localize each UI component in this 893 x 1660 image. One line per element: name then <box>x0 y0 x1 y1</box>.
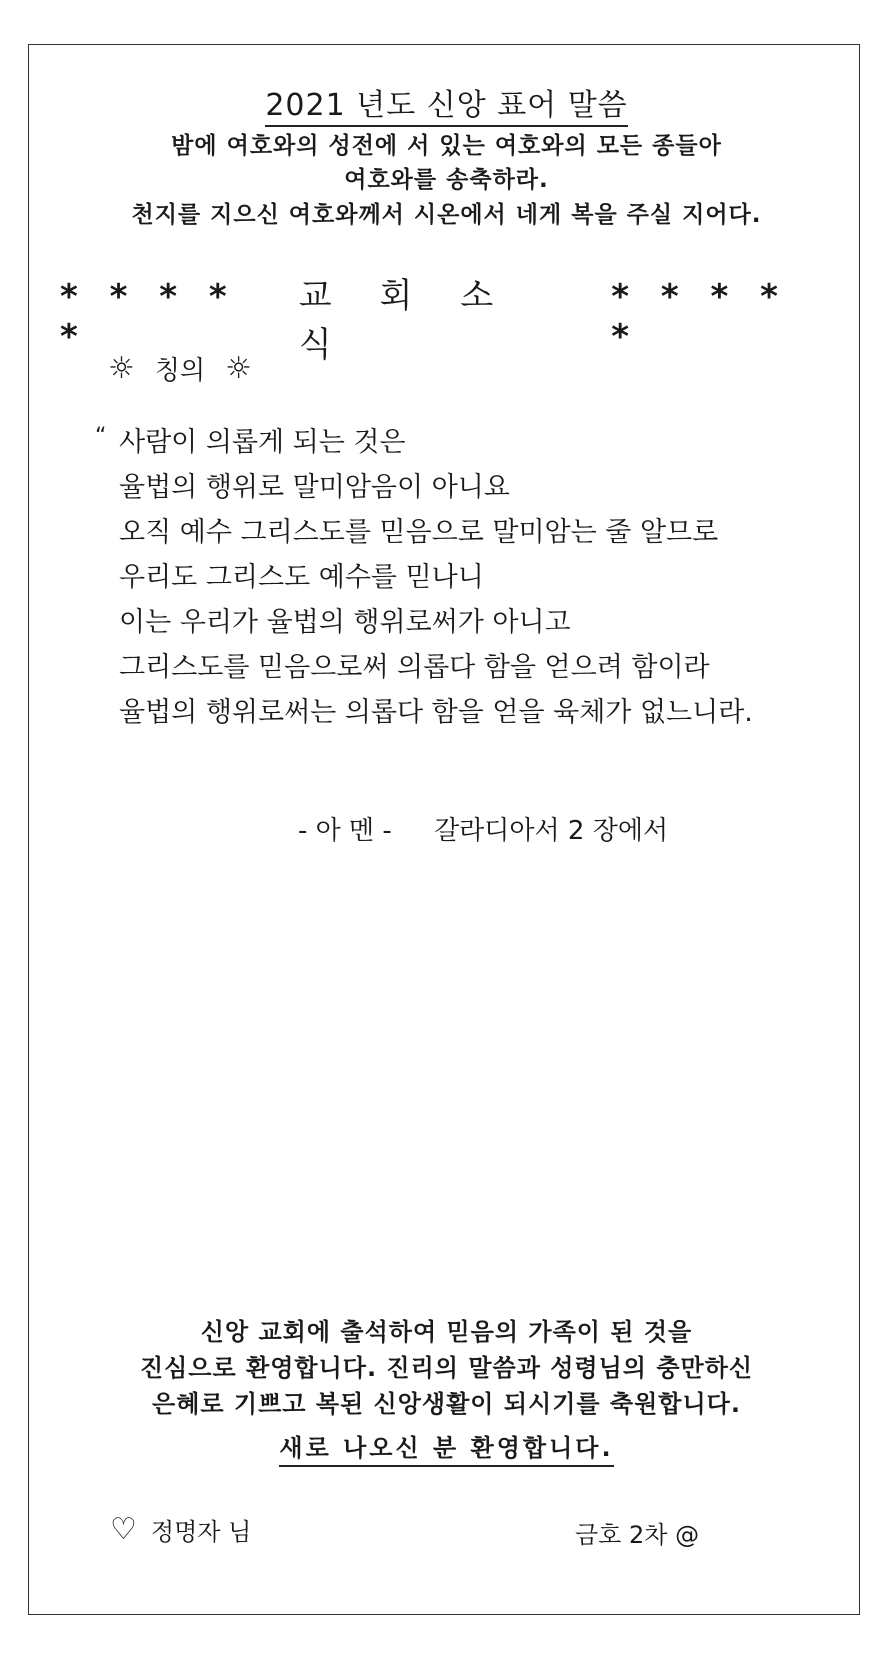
motto-line-2: 여호와를 송축하라. <box>344 167 549 193</box>
motto-line-1: 밤에 여호와의 성전에 서 있는 여호와의 모든 종들아 <box>171 133 722 159</box>
newcomer-name: 정명자 님 <box>150 1518 252 1546</box>
verse-line: 오직 예수 그리스도를 믿음으로 말미암는 줄 알므로 <box>119 517 719 548</box>
welcome-line-2: 진심으로 환영합니다. 진리의 말씀과 성령님의 충만하신 <box>139 1354 754 1382</box>
stars-right: * * * * * <box>611 277 788 357</box>
sun-icon: ☼ <box>225 350 253 386</box>
section-title: 칭의 <box>154 356 206 386</box>
heart-icon: ♡ <box>110 1511 137 1547</box>
welcome-line-1: 신앙 교회에 출석하여 믿음의 가족이 된 것을 <box>200 1318 693 1346</box>
motto-title <box>0 80 893 124</box>
church-news-heading: 교회소식 <box>298 276 542 365</box>
amen-text: - 아 멘 - <box>298 816 392 846</box>
verse-line: 율법의 행위로써는 의롭다 함을 얻을 육체가 없느니라. <box>119 697 753 728</box>
open-quote: “ <box>95 424 107 449</box>
welcome-line-3: 은혜로 기쁘고 복된 신앙생활이 되시기를 축원합니다. <box>152 1390 741 1418</box>
newcomer-entry <box>110 1512 251 1547</box>
section-label <box>108 350 252 387</box>
verse-line: 이는 우리가 율법의 행위로써가 아니고 <box>119 607 571 638</box>
verse-line: 율법의 행위로 말미암음이 아니요 <box>119 472 510 503</box>
verse-line: 우리도 그리스도 예수를 믿나니 <box>119 562 484 593</box>
verse-line: 그리스도를 믿음으로써 의롭다 함을 얻으려 함이라 <box>119 652 710 683</box>
stars-left: * * * * * <box>60 277 237 357</box>
motto-title-text: 2021 년도 신앙 표어 말씀 <box>265 88 627 127</box>
motto-line-3: 천지를 지으신 여호와께서 시온에서 네게 복을 주실 지어다. <box>131 202 762 228</box>
verse-line: 사람이 의롭게 되는 것은 <box>119 427 406 458</box>
verse-citation <box>298 810 668 847</box>
welcome-banner-text: 새로 나오신 분 환영합니다. <box>279 1434 613 1467</box>
scripture-verse <box>95 420 753 735</box>
newcomer-info: 금호 2차 @ <box>575 1521 700 1549</box>
welcome-banner <box>0 1428 893 1463</box>
sun-icon: ☼ <box>108 350 135 386</box>
verse-reference: 갈라디아서 2 장에서 <box>434 816 669 846</box>
